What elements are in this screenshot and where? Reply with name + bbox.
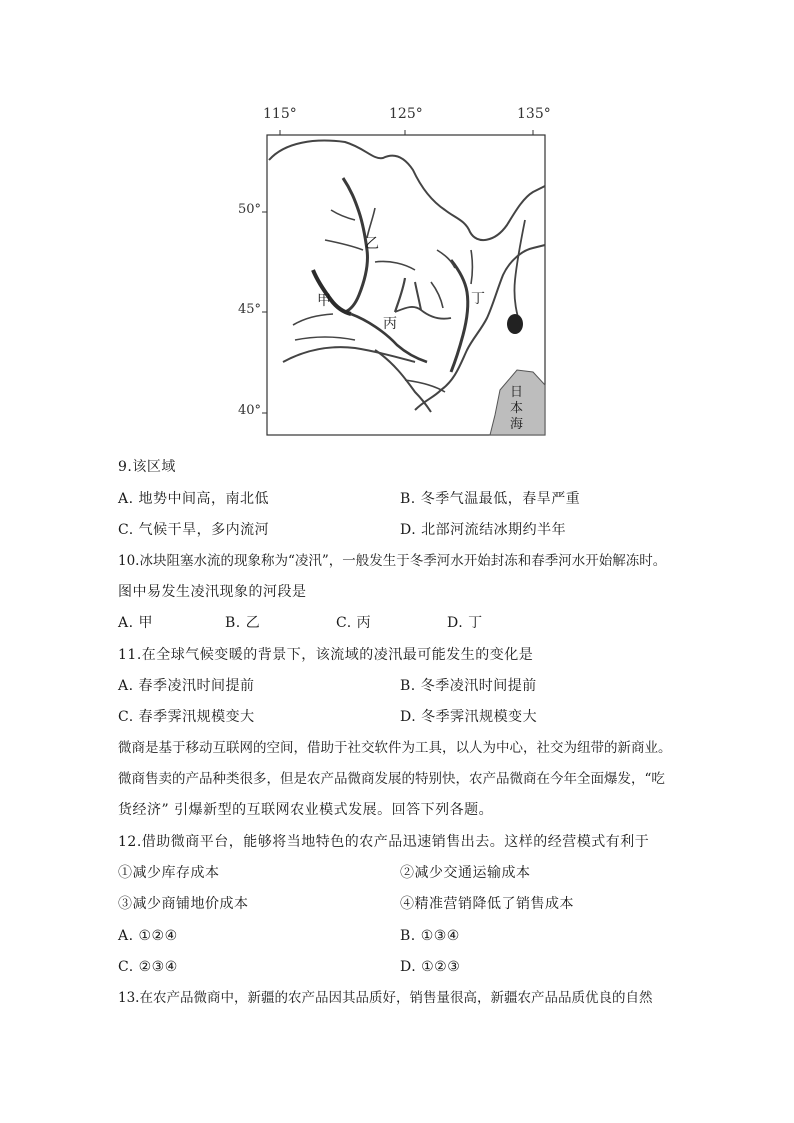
q11-option-d: D. 冬季霁汛规模变大	[400, 709, 538, 725]
river-yi-tributary-2	[325, 240, 363, 250]
river-border-east	[514, 220, 525, 328]
river-yi-tributary-1	[331, 210, 355, 220]
q12-stem: 12.借助微商平台，能够将当地特色的农产品迅速销售出去。这样的经营模式有利于	[118, 834, 650, 850]
river-bing-branch-1	[375, 261, 415, 270]
q9-option-b: B. 冬季气温最低，春旱严重	[400, 491, 581, 507]
passage-line1: 微商是基于移动互联网的空间，借助于社交软件为工具，以人为中心，社交为纽带的新商业。	[118, 740, 672, 756]
q9-option-c: C. 气候干旱，多内流河	[118, 522, 270, 538]
lake	[507, 314, 523, 334]
river-basin-map	[238, 100, 555, 440]
river-bing-branch-4	[431, 282, 443, 308]
river-south-1	[283, 347, 415, 362]
q12-statement-3: ③减少商铺地价成本	[118, 896, 249, 912]
q11-stem: 11.在全球气候变暖的背景下，该流域的凌汛最可能发生的变化是	[118, 647, 534, 663]
latitude-label-45: 45°	[238, 302, 262, 317]
river-bing-branch-2	[395, 278, 405, 312]
river-bing-confluence	[395, 307, 451, 319]
q11-option-c: C. 春季霁汛规模变大	[118, 709, 255, 725]
q12-option-b: B. ①③④	[400, 928, 460, 944]
q12-option-c: C. ②③④	[118, 959, 178, 975]
passage-line3: 货经济” 引爆新型的互联网农业模式发展。回答下列各题。	[118, 802, 494, 818]
latitude-label-40: 40°	[238, 403, 262, 418]
q11-option-b: B. 冬季凌汛时间提前	[400, 678, 537, 694]
q9-option-d: D. 北部河流结冰期约半年	[400, 522, 567, 538]
q12-statement-2: ②减少交通运输成本	[400, 865, 531, 881]
q10-stem-line2: 图中易发生凌汛现象的河段是	[118, 584, 307, 600]
q12-statement-4: ④精准营销降低了销售成本	[400, 896, 574, 912]
q12-option-d: D. ①②③	[400, 959, 461, 975]
latitude-label-50: 50°	[238, 202, 262, 217]
river-label-yi: 乙	[365, 236, 379, 252]
q10-option-a: A. 甲	[118, 615, 154, 631]
q10-option-c: C. 丙	[336, 615, 372, 631]
river-label-jia: 甲	[317, 293, 331, 309]
river-ding-tributary-1	[471, 250, 473, 284]
passage-line2: 微商售卖的产品种类很多，但是农产品微商发展的特别快，农产品微商在今年全面爆发，“吃	[118, 771, 665, 787]
river-label-ding: 丁	[471, 291, 485, 307]
q12-option-a: A. ①②④	[118, 928, 178, 944]
q12-statement-1: ①减少库存成本	[118, 865, 220, 881]
q10-stem-line1: 10.冰块阻塞水流的现象称为“凌汛”，一般发生于冬季河水开始封冻和春季河水开始解冻时。	[118, 553, 667, 569]
basin-boundary-north	[269, 141, 545, 240]
q10-option-b: B. 乙	[225, 615, 261, 631]
river-bing-branch-3	[415, 282, 421, 310]
q13-stem: 13.在农产品微商中，新疆的农产品因其品质好，销售量很高，新疆农产品品质优良的自然	[118, 990, 653, 1006]
river-ding-tributary-2	[437, 250, 455, 268]
river-label-bing: 丙	[383, 316, 397, 332]
longitude-label-135: 135°	[517, 106, 551, 122]
longitude-label-125: 125°	[389, 106, 423, 122]
longitude-label-115: 115°	[263, 106, 297, 122]
sea-label: 日本海	[510, 385, 524, 432]
q9-option-a: A. 地势中间高，南北低	[118, 491, 270, 507]
q10-option-d: D. 丁	[447, 615, 483, 631]
q9-stem: 9.该区域	[118, 459, 176, 475]
river-south-2	[295, 337, 355, 340]
river-jia-tributary	[293, 314, 333, 325]
q11-option-a: A. 春季凌汛时间提前	[118, 678, 255, 694]
